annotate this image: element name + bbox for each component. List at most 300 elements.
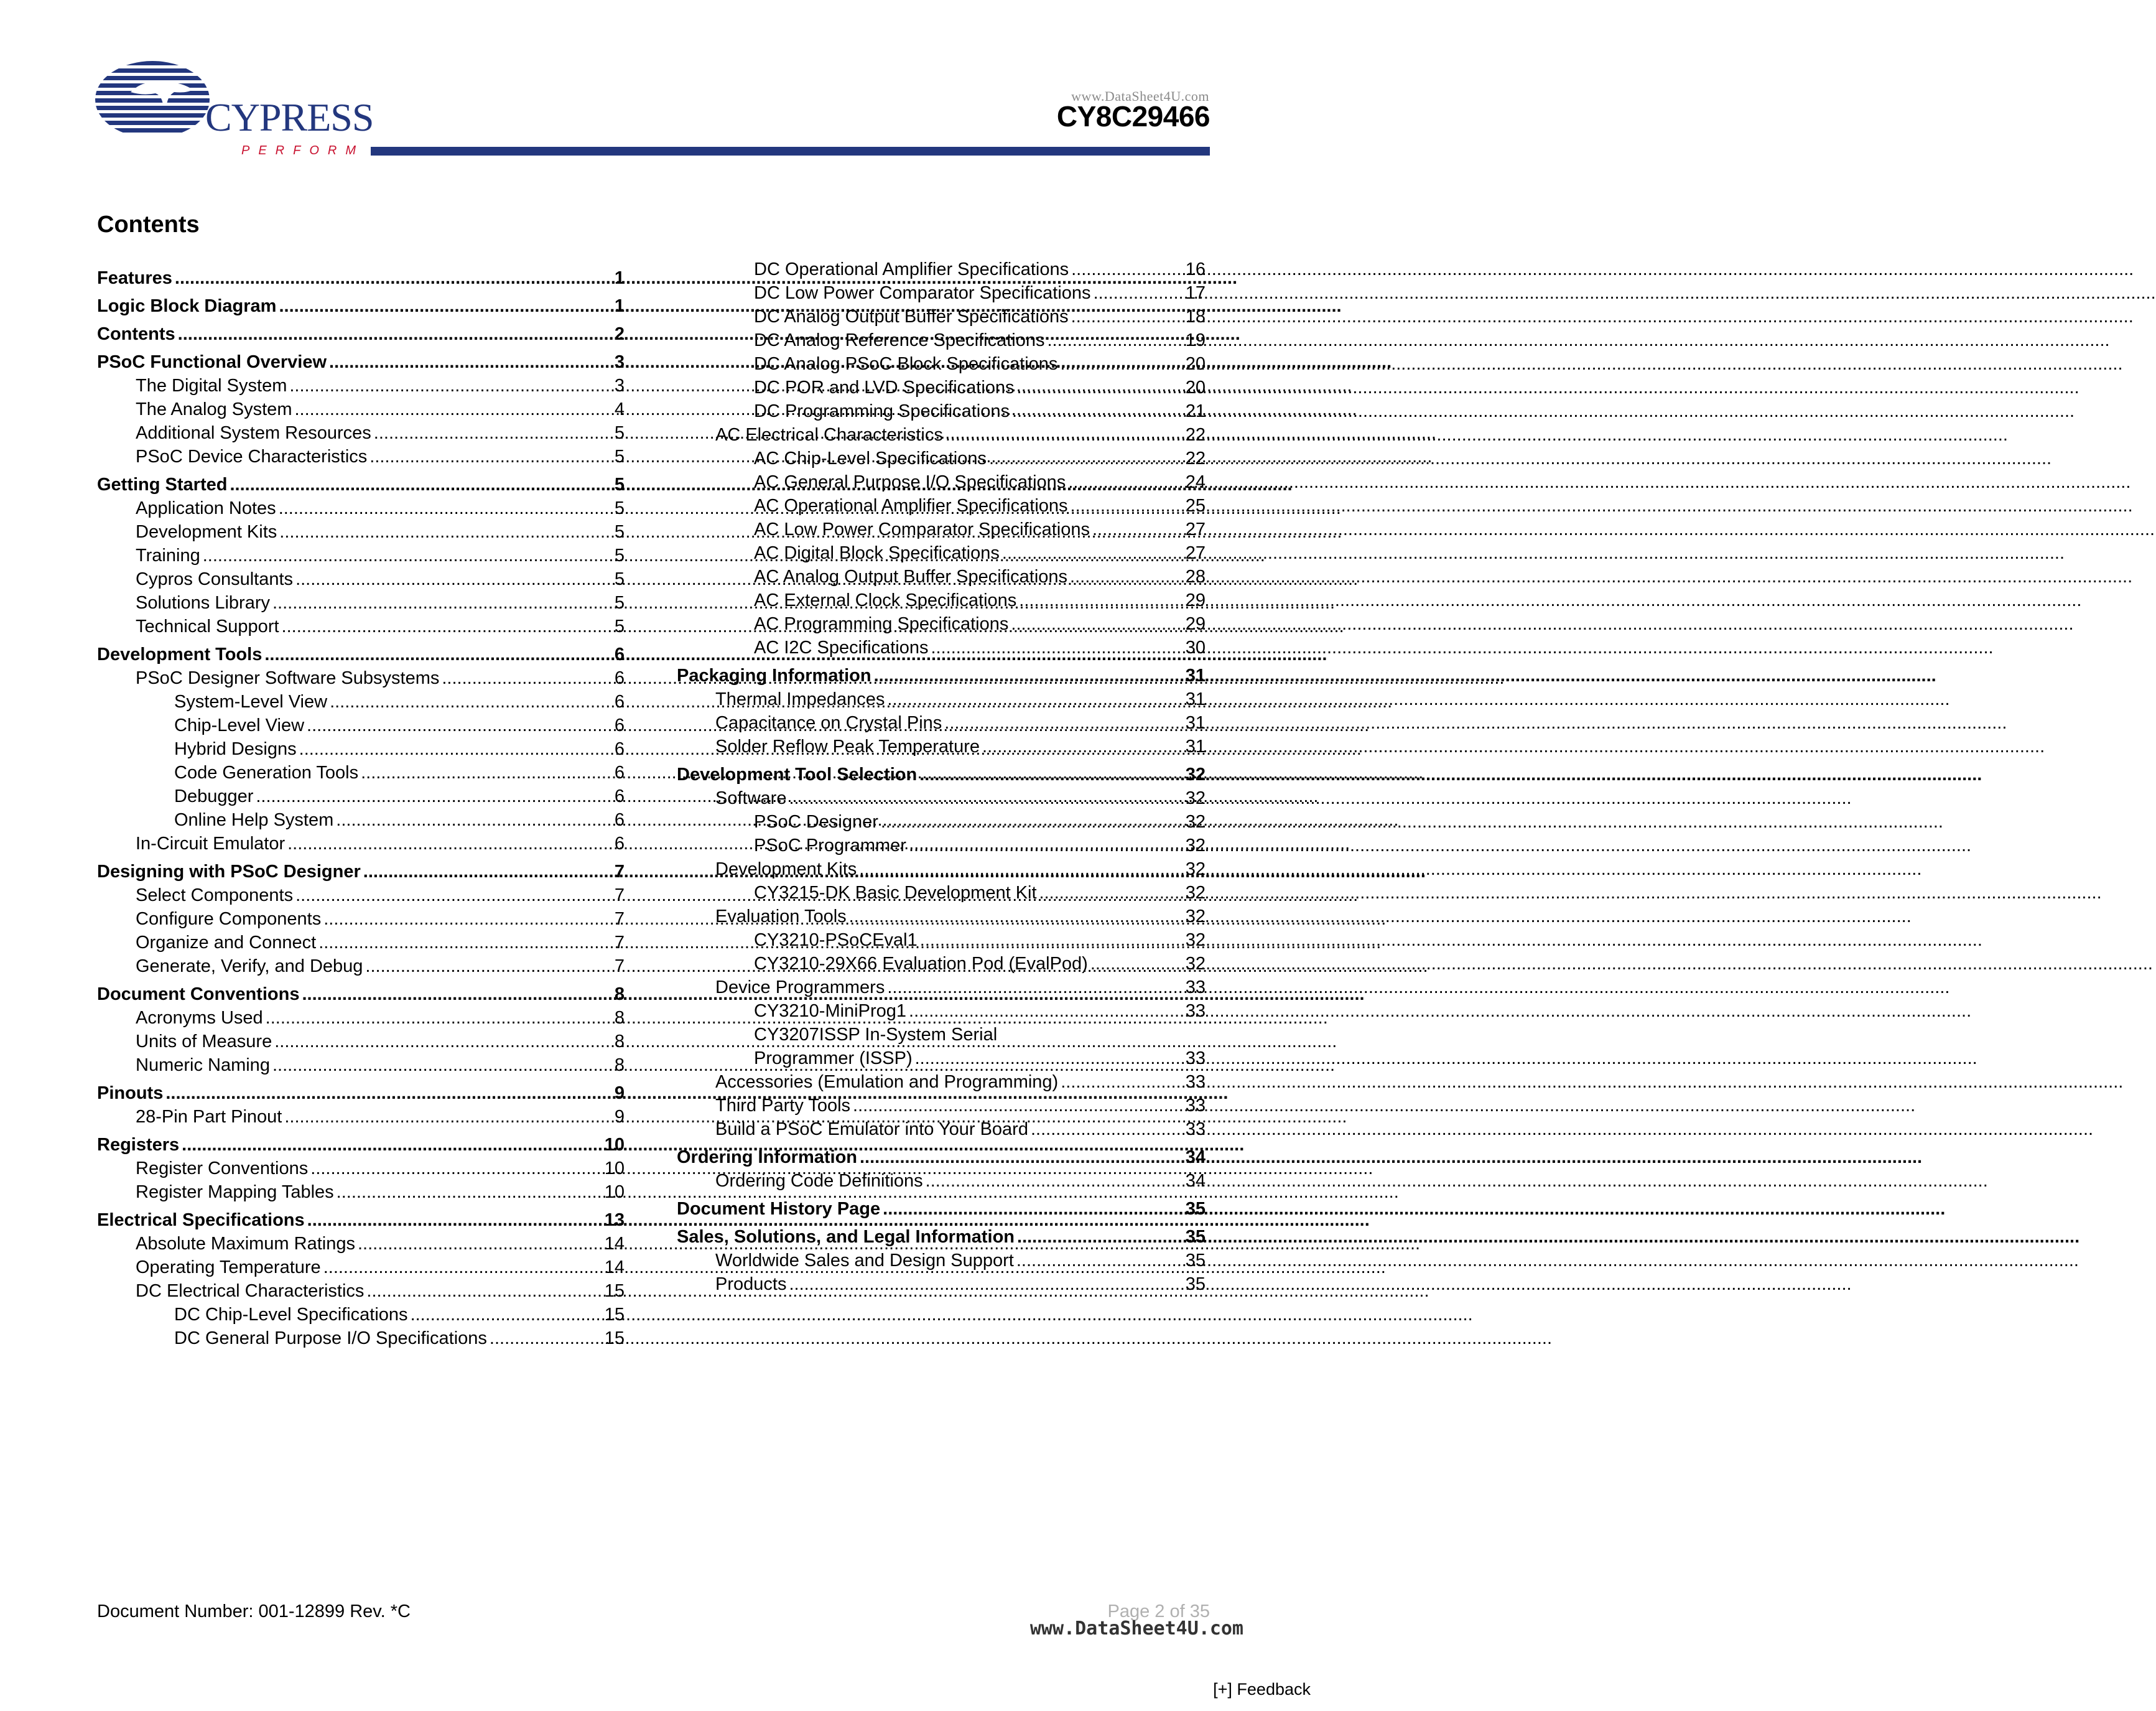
toc-entry-page: 9: [614, 1083, 625, 1103]
toc-entry-label: Ordering Information: [677, 1147, 857, 1167]
toc-entry-page: 3: [614, 376, 625, 396]
toc-entry-page: 3: [614, 352, 625, 372]
toc-entry[interactable]: [97, 1053, 625, 1077]
toc-entry-label: Development Tools: [97, 645, 263, 664]
toc-entry-label: AC Chip-Level Specifications: [754, 449, 987, 469]
toc-leader-dots: [909, 999, 1181, 1023]
toc-leader-dots: [1071, 258, 1181, 281]
toc-entry[interactable]: [97, 1256, 625, 1279]
toc-leader-dots: [1012, 399, 1181, 423]
toc-entry[interactable]: [97, 1232, 625, 1256]
toc-entry[interactable]: [97, 954, 625, 978]
toc-entry[interactable]: [97, 1326, 625, 1350]
toc-entry-page: 8: [614, 1055, 625, 1075]
toc-entry[interactable]: [97, 761, 625, 785]
toc-entry-page: 19: [1185, 330, 1206, 350]
toc-entry-label: Pinouts: [97, 1083, 164, 1103]
toc-entry-label: Hybrid Designs: [174, 739, 297, 759]
toc-entry-page: 21: [1185, 401, 1206, 421]
toc-entry[interactable]: [677, 399, 1206, 423]
toc-entry[interactable]: [97, 421, 625, 445]
toc-entry-page: 25: [1185, 496, 1206, 516]
toc-entry[interactable]: [677, 1023, 1206, 1047]
toc-entry-page: 34: [1185, 1147, 1206, 1167]
toc-entry-page: 7: [614, 933, 625, 953]
toc-entry[interactable]: [677, 735, 1206, 758]
toc-entry[interactable]: [677, 494, 1206, 518]
toc-entry-label: AC I2C Specifications: [754, 638, 929, 658]
toc-leader-dots: [789, 786, 1181, 810]
toc-entry-label: DC General Purpose I/O Specifications: [174, 1328, 487, 1348]
toc-entry[interactable]: [97, 374, 625, 398]
toc-entry[interactable]: [97, 1279, 625, 1303]
toc-leader-dots: [284, 1105, 600, 1129]
toc-leader-dots: [490, 1326, 600, 1350]
toc-entry-label: PSoC Functional Overview: [97, 352, 327, 372]
toc-leader-dots: [282, 615, 600, 638]
toc-leader-dots: [256, 785, 600, 808]
toc-leader-dots: [358, 1232, 600, 1256]
toc-entry-label: Additional System Resources: [136, 423, 371, 443]
toc-entry-page: 13: [604, 1210, 625, 1230]
toc-leader-dots: [1060, 352, 1181, 376]
toc-leader-dots: [1068, 470, 1181, 494]
toc-entry-page: 20: [1185, 354, 1206, 374]
toc-leader-dots: [1090, 952, 1181, 976]
toc-leader-dots: [1047, 329, 1181, 352]
document-number: Document Number: 001-12899 Rev. *C: [97, 1601, 411, 1621]
toc-entry-label: Getting Started: [97, 475, 228, 495]
toc-entry[interactable]: [97, 567, 625, 591]
toc-entry-page: 7: [614, 956, 625, 976]
toc-leader-dots: [361, 761, 600, 785]
toc-entry-page: 4: [614, 399, 625, 419]
toc-entry-label: DC Operational Amplifier Specifications: [754, 259, 1069, 279]
toc-leader-dots: [1092, 518, 1181, 541]
toc-leader-dots: [1011, 612, 1181, 636]
toc-entry[interactable]: [677, 976, 1206, 999]
toc-entry-page: 32: [1185, 836, 1206, 856]
toc-leader-dots: [944, 711, 1181, 735]
toc-entry-label: DC POR and LVD Specifications: [754, 378, 1015, 398]
toc-entry-label: Contents: [97, 324, 175, 344]
toc-entry-page: 15: [604, 1305, 625, 1325]
toc-leader-dots: [1031, 1117, 1181, 1141]
toc-leader-dots: [295, 883, 600, 907]
toc-entry-label: 28-Pin Part Pinout: [136, 1107, 282, 1127]
toc-entry-label: PSoC Device Characteristics: [136, 447, 368, 467]
toc-entry[interactable]: [677, 565, 1206, 589]
header-rule: [371, 147, 1210, 156]
toc-entry[interactable]: [97, 322, 625, 346]
toc-entry-page: 22: [1185, 449, 1206, 469]
toc-entry-page: 32: [1185, 907, 1206, 926]
toc-entry-page: 29: [1185, 590, 1206, 610]
toc-entry-page: 32: [1185, 812, 1206, 832]
toc-leader-dots: [874, 664, 1181, 688]
toc-entry[interactable]: [97, 1105, 625, 1129]
toc-entry-label: Units of Measure: [136, 1032, 272, 1051]
toc-entry-label: Designing with PSoC Designer: [97, 862, 361, 882]
toc-leader-dots: [374, 421, 600, 445]
toc-leader-dots: [853, 1094, 1181, 1117]
toc-entry-page: 6: [614, 668, 625, 688]
toc-entry-page: 6: [614, 786, 625, 806]
toc-leader-dots: [859, 857, 1181, 881]
toc-leader-dots: [323, 907, 600, 931]
toc-entry-page: 33: [1185, 1096, 1206, 1116]
toc-entry[interactable]: [677, 352, 1206, 376]
toc-entry[interactable]: [677, 1047, 1206, 1070]
toc-entry[interactable]: [97, 294, 625, 318]
toc-entry-label: Registers: [97, 1135, 180, 1155]
toc-entry[interactable]: [677, 470, 1206, 494]
toc-entry[interactable]: [677, 305, 1206, 329]
toc-leader-dots: [887, 688, 1181, 711]
toc-entry[interactable]: [677, 281, 1206, 305]
toc-entry-page: 7: [614, 885, 625, 905]
toc-entry-label: AC Digital Block Specifications: [754, 543, 1000, 563]
toc-entry-page: 20: [1185, 378, 1206, 398]
toc-entry-page: 35: [1185, 1199, 1206, 1219]
toc-entry-page: 5: [614, 423, 625, 443]
toc-entry[interactable]: [677, 688, 1206, 711]
globe-stripes-icon: [93, 55, 218, 148]
toc-entry-page: 30: [1185, 638, 1206, 658]
toc-entry[interactable]: [677, 905, 1206, 928]
toc-entry[interactable]: [677, 1094, 1206, 1117]
toc-entry-label: Numeric Naming: [136, 1055, 270, 1075]
toc-entry[interactable]: [97, 544, 625, 567]
toc-entry-page: 5: [614, 447, 625, 467]
toc-entry-label: DC Electrical Characteristics: [136, 1281, 365, 1301]
toc-entry[interactable]: [97, 1208, 625, 1232]
toc-entry-label: The Analog System: [136, 399, 292, 419]
toc-leader-dots: [230, 473, 600, 497]
toc-entry[interactable]: [97, 883, 625, 907]
toc-entry-label: Acronyms Used: [136, 1008, 263, 1028]
toc-entry-page: 32: [1185, 788, 1206, 808]
toc-leader-dots: [272, 591, 600, 615]
toc-entry-label: Document Conventions: [97, 984, 300, 1004]
toc-entry-label: DC Low Power Comparator Specifications: [754, 283, 1091, 303]
toc-entry-label: Device Programmers: [715, 977, 885, 997]
toc-entry-label: AC Programming Specifications: [754, 614, 1009, 634]
toc-entry-page: 33: [1185, 1119, 1206, 1139]
toc-entry-page: 14: [604, 1257, 625, 1277]
toc-entry-page: 7: [614, 862, 625, 882]
toc-entry[interactable]: [677, 834, 1206, 857]
toc-entry[interactable]: [677, 423, 1206, 447]
toc-entry-page: 10: [604, 1159, 625, 1178]
toc-entry-page: 5: [614, 522, 625, 542]
toc-leader-dots: [1094, 281, 1181, 305]
toc-leader-dots: [272, 1053, 600, 1077]
toc-entry[interactable]: [97, 1030, 625, 1053]
toc-leader-dots: [982, 735, 1181, 758]
toc-leader-dots: [946, 423, 1181, 447]
toc-leader-dots: [1070, 565, 1181, 589]
toc-entry-page: 5: [614, 617, 625, 636]
toc-entry[interactable]: [97, 982, 625, 1006]
toc-entry[interactable]: [97, 350, 625, 374]
toc-leader-dots: [302, 982, 600, 1006]
toc-entry[interactable]: [97, 931, 625, 954]
toc-leader-dots: [279, 294, 600, 318]
toc-entry-page: 31: [1185, 713, 1206, 733]
toc-entry-page: 35: [1185, 1227, 1206, 1247]
toc-leader-dots: [1017, 376, 1181, 399]
toc-leader-dots: [307, 714, 600, 737]
toc-entry[interactable]: [677, 999, 1206, 1023]
toc-entry-label: Build a PSoC Emulator into Your Board: [715, 1119, 1028, 1139]
toc-entry-page: 35: [1185, 1251, 1206, 1270]
toc-entry-page: 32: [1185, 954, 1206, 974]
toc-entry-label: PSoC Designer: [754, 812, 878, 832]
toc-entry-label: The Digital System: [136, 376, 287, 396]
toc-leader-dots: [442, 666, 600, 690]
toc-entry[interactable]: [677, 786, 1206, 810]
toc-leader-dots: [279, 497, 600, 520]
toc-entry-page: 5: [614, 593, 625, 613]
toc-entry-label: Software: [715, 788, 787, 808]
toc-entry[interactable]: [677, 612, 1206, 636]
toc-entry-label: Solutions Library: [136, 593, 270, 613]
toc-entry-label: DC Analog Output Buffer Specifications: [754, 307, 1069, 327]
toc-leader-dots: [294, 398, 600, 421]
toc-entry-label: PSoC Programmer: [754, 836, 906, 856]
toc-entry[interactable]: [677, 952, 1206, 976]
toc-entry[interactable]: [677, 1145, 1206, 1169]
toc-leader-dots: [1019, 589, 1181, 612]
toc-entry-page: 5: [614, 475, 625, 495]
toc-entry[interactable]: [677, 1272, 1206, 1296]
toc-entry-page: 6: [614, 810, 625, 830]
toc-entry-page: 6: [614, 716, 625, 735]
toc-entry-page: 1: [614, 296, 625, 316]
toc-entry[interactable]: [677, 1197, 1206, 1221]
toc-entry[interactable]: [97, 860, 625, 883]
toc-entry-label: PSoC Designer Software Subsystems: [136, 668, 440, 688]
toc-entry-label: AC External Clock Specifications: [754, 590, 1017, 610]
toc-entry-label: Capacitance on Crystal Pins: [715, 713, 942, 733]
toc-leader-dots: [1016, 1249, 1181, 1272]
toc-entry-label: Thermal Impedances: [715, 689, 885, 709]
toc-entry-label: Development Kits: [715, 859, 857, 879]
toc-leader-dots: [881, 810, 1181, 834]
toc-entry-label: Operating Temperature: [136, 1257, 321, 1277]
toc-entry-label: DC Chip-Level Specifications: [174, 1305, 408, 1325]
toc-entry[interactable]: [677, 518, 1206, 541]
toc-entry-label: Electrical Specifications: [97, 1210, 305, 1230]
toc-entry-label: Training: [136, 546, 200, 566]
toc-leader-dots: [926, 1169, 1181, 1193]
toc-entry[interactable]: [97, 1081, 625, 1105]
toc-entry-label: In-Circuit Emulator: [136, 834, 286, 854]
toc-entry[interactable]: [677, 636, 1206, 660]
toc-leader-dots: [883, 1197, 1181, 1221]
toc-entry[interactable]: [677, 541, 1206, 565]
toc-entry[interactable]: [97, 1006, 625, 1030]
toc-entry-page: 18: [1185, 307, 1206, 327]
toc-leader-dots: [989, 447, 1181, 470]
toc-leader-dots: [203, 544, 600, 567]
toc-entry-label: CY3215-DK Basic Development Kit: [754, 883, 1037, 903]
toc-entry[interactable]: [97, 808, 625, 832]
toc-entry-page: 29: [1185, 614, 1206, 634]
toc-entry[interactable]: [97, 615, 625, 638]
toc-leader-dots: [323, 1256, 600, 1279]
toc-entry[interactable]: [97, 445, 625, 469]
toc-entry[interactable]: [97, 785, 625, 808]
toc-entry[interactable]: [677, 810, 1206, 834]
toc-entry-page: 32: [1185, 859, 1206, 879]
toc-entry[interactable]: [677, 664, 1206, 688]
toc-leader-dots: [931, 636, 1181, 660]
toc-entry-label: Configure Components: [136, 909, 322, 929]
toc-entry[interactable]: [677, 857, 1206, 881]
toc-entry-page: 9: [614, 1107, 625, 1127]
toc-entry-page: 5: [614, 569, 625, 589]
toc-entry[interactable]: [97, 591, 625, 615]
toc-entry[interactable]: [677, 763, 1206, 786]
toc-entry[interactable]: [677, 376, 1206, 399]
toc-entry-page: 32: [1185, 765, 1206, 785]
toc-entry-page: 2: [614, 324, 625, 344]
toc-entry-label: Ordering Code Definitions: [715, 1171, 923, 1191]
toc-entry-label: CY3210-29X66 Evaluation Pod (EvalPod): [754, 954, 1088, 974]
toc-entry-page: 14: [604, 1234, 625, 1254]
toc-entry[interactable]: [97, 666, 625, 690]
toc-leader-dots: [411, 1303, 600, 1326]
toc-entry-page: 27: [1185, 520, 1206, 539]
toc-leader-dots: [165, 1081, 600, 1105]
toc-entry[interactable]: [677, 711, 1206, 735]
toc-entry[interactable]: [677, 1169, 1206, 1193]
toc-entry-page: 24: [1185, 472, 1206, 492]
toc-entry[interactable]: [677, 881, 1206, 905]
toc-entry-page: 6: [614, 739, 625, 759]
toc-entry[interactable]: [97, 737, 625, 761]
toc-entry-label: AC Operational Amplifier Specifications: [754, 496, 1068, 516]
toc-entry-page: 34: [1185, 1171, 1206, 1191]
toc-entry-label: Generate, Verify, and Debug: [136, 956, 363, 976]
toc-entry-label: Development Tool Selection: [677, 765, 918, 785]
toc-entry-page: 35: [1185, 1274, 1206, 1294]
toc-entry[interactable]: [677, 928, 1206, 952]
toc-leader-dots: [789, 1272, 1181, 1296]
toc-leader-dots: [366, 1279, 600, 1303]
toc-entry-label: CY3210-PSoCEval1: [754, 930, 918, 950]
toc-entry-label: Products: [715, 1274, 787, 1294]
toc-entry[interactable]: [97, 398, 625, 421]
toc-left-column: [97, 266, 625, 1350]
toc-leader-dots: [279, 520, 600, 544]
toc-entry[interactable]: [677, 1070, 1206, 1094]
toc-entry-label: Application Notes: [136, 498, 276, 518]
toc-leader-dots: [365, 954, 600, 978]
toc-entry-label: Chip-Level View: [174, 716, 305, 735]
toc-leader-dots: [264, 643, 600, 666]
toc-leader-dots: [337, 1180, 600, 1204]
toc-entry[interactable]: [677, 447, 1206, 470]
toc-entry-label: Technical Support: [136, 617, 279, 636]
toc-entry-label: AC General Purpose I/O Specifications: [754, 472, 1066, 492]
toc-entry[interactable]: [97, 1180, 625, 1204]
toc-leader-dots: [887, 976, 1181, 999]
part-number: CY8C29466: [1056, 100, 1210, 133]
toc-entry-page: 10: [604, 1135, 625, 1155]
toc-entry-label: System-Level View: [174, 692, 328, 712]
toc-entry[interactable]: [97, 1303, 625, 1326]
toc-leader-dots: [860, 1145, 1181, 1169]
toc-entry[interactable]: [97, 907, 625, 931]
toc-entry[interactable]: [677, 329, 1206, 352]
toc-leader-dots: [287, 832, 600, 856]
toc-entry-label: Online Help System: [174, 810, 334, 830]
toc-leader-dots: [1002, 541, 1181, 565]
toc-entry[interactable]: [97, 1133, 625, 1157]
toc-entry-label: Solder Reflow Peak Temperature: [715, 737, 980, 757]
toc-entry-page: 1: [614, 268, 625, 288]
toc-leader-dots: [1017, 1225, 1181, 1249]
toc-entry-label: CY3207ISSP In-System Serial: [754, 1025, 998, 1045]
toc-entry-page: 31: [1185, 666, 1206, 686]
toc-leader-dots: [915, 1047, 1181, 1070]
toc-entry-label: AC Low Power Comparator Specifications: [754, 520, 1090, 539]
toc-entry-page: 33: [1185, 1072, 1206, 1092]
toc-entry-page: 5: [614, 498, 625, 518]
toc-entry-label: Select Components: [136, 885, 294, 905]
toc-entry[interactable]: [97, 1157, 625, 1180]
cypress-logo: [93, 55, 374, 164]
toc-entry[interactable]: [677, 258, 1206, 281]
toc-entry[interactable]: [677, 1225, 1206, 1249]
toc-entry-page: 6: [614, 834, 625, 854]
toc-leader-dots: [1071, 494, 1181, 518]
toc-entry[interactable]: [677, 1117, 1206, 1141]
toc-entry-page: 31: [1185, 689, 1206, 709]
toc-entry-page: 33: [1185, 1001, 1206, 1021]
toc-leader-dots: [274, 1030, 600, 1053]
toc-entry[interactable]: [677, 589, 1206, 612]
toc-entry-label: DC Programming Specifications: [754, 401, 1010, 421]
toc-entry-label: Organize and Connect: [136, 933, 317, 953]
logo-tagline: PERFORM: [241, 144, 365, 157]
toc-entry[interactable]: [97, 473, 625, 497]
toc-entry-label: AC Electrical Characteristics: [715, 425, 943, 445]
feedback-link[interactable]: [+] Feedback: [1213, 1680, 1311, 1699]
toc-entry[interactable]: [97, 497, 625, 520]
toc-entry-page: 28: [1185, 567, 1206, 587]
toc-entry[interactable]: [97, 266, 625, 290]
toc-entry-label: DC Analog Reference Specifications: [754, 330, 1045, 350]
toc-entry[interactable]: [677, 1249, 1206, 1272]
toc-entry[interactable]: [97, 714, 625, 737]
toc-entry[interactable]: [97, 832, 625, 856]
toc-leader-dots: [369, 445, 600, 469]
toc-leader-dots: [1071, 305, 1181, 329]
toc-title: Contents: [97, 212, 200, 238]
toc-entry[interactable]: [97, 520, 625, 544]
toc-entry[interactable]: [97, 643, 625, 666]
toc-entry-label: Development Kits: [136, 522, 277, 542]
toc-leader-dots: [1061, 1070, 1181, 1094]
toc-entry[interactable]: [97, 690, 625, 714]
toc-entry-page: 32: [1185, 930, 1206, 950]
toc-entry-label: Third Party Tools: [715, 1096, 851, 1116]
toc-entry-label: Logic Block Diagram: [97, 296, 277, 316]
